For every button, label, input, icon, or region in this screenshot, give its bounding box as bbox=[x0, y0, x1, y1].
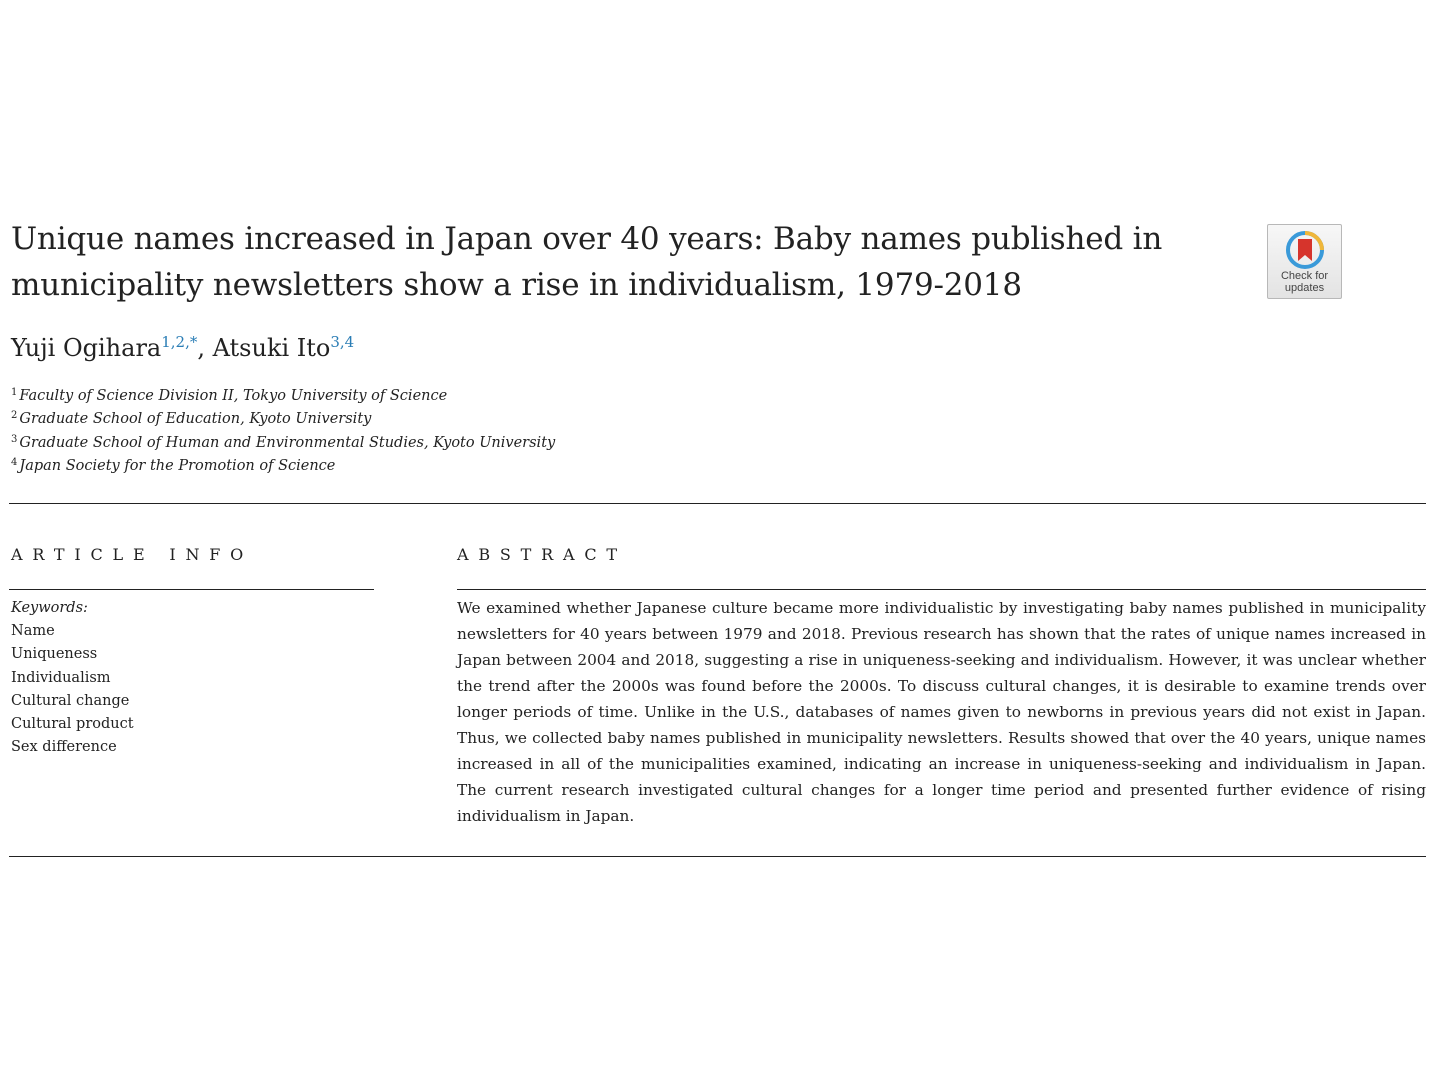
paper-title: Unique names increased in Japan over 40 years: Baby names published in municipality newsletters show a rise in individualism, 1979-2018 bbox=[11, 221, 1163, 303]
keyword-item: Uniqueness bbox=[11, 646, 98, 663]
author-name: Yuji Ogihara bbox=[11, 334, 162, 362]
keyword-item: Individualism bbox=[11, 669, 111, 686]
keyword-item: Name bbox=[11, 623, 55, 640]
affiliation-number: 2 bbox=[11, 410, 18, 422]
keywords-label: Keywords: bbox=[11, 600, 88, 616]
crossmark-icon bbox=[1285, 230, 1325, 270]
affiliation-item: $^2$ Graduate School of Education, Kyoto University bbox=[11, 410, 372, 428]
author-separator: , bbox=[197, 334, 213, 362]
corresponding-author-mark: * bbox=[189, 333, 198, 351]
check-for-updates-badge[interactable] bbox=[1267, 224, 1342, 299]
author-affiliation-link[interactable]: 3,4 bbox=[330, 333, 355, 351]
check-for-updates-label-1: Check for bbox=[1280, 270, 1329, 282]
keyword-item: Cultural product bbox=[11, 716, 134, 733]
keyword-item: Sex difference bbox=[11, 739, 117, 756]
author-name: Atsuki Ito bbox=[212, 334, 331, 362]
check-for-updates-label-2: updates bbox=[1284, 282, 1325, 294]
divider-article-info bbox=[9, 589, 374, 590]
divider-abstract bbox=[457, 589, 1426, 590]
divider-bottom bbox=[9, 856, 1426, 857]
affiliation-item: $^4$ Japan Society for the Promotion of Science bbox=[11, 456, 336, 474]
keyword-list bbox=[11, 597, 134, 759]
affiliation-number: 4 bbox=[11, 456, 18, 468]
article-info-heading: ARTICLE INFO bbox=[11, 545, 254, 564]
keyword-item: Cultural change bbox=[11, 692, 130, 709]
affiliation-item: $^1$ Faculty of Science Division II, Tokyo University of Science bbox=[11, 387, 448, 404]
author-list bbox=[11, 331, 354, 365]
affiliation-item: $^3$ Graduate School of Human and Environmental Studies, Kyoto University bbox=[11, 433, 556, 451]
abstract-heading: ABSTRACT bbox=[457, 545, 627, 564]
affiliation-number: 1 bbox=[11, 387, 18, 398]
author-affiliation-link[interactable]: 1,2,* bbox=[161, 333, 198, 351]
affiliation-number: 3 bbox=[11, 433, 18, 445]
divider-top bbox=[9, 503, 1426, 504]
affiliation-list bbox=[11, 385, 555, 478]
abstract-text: We examined whether Japanese culture became more individualistic by investigating baby names published in municipality newsletters for 40 years between 1979 and 2018. Previous research has shown that the rates of unique names increased in Japan between 2004 and 2018, suggesting a rise in uniqueness-seeking and individualism. However, it was unclear whether the trend after the 2000s was found before the 2000s. To discuss cultural changes, it is desirable to examine trends over longer periods of time. Unlike in the U.S., databases of names given to newborns in previous years did not exist in Japan. Thus, we collected baby names published in municipality newsletters. Results showed that over the 40 years, unique names increased in all of the municipalities examined, indicating an increase in uniqueness-seeking and individualism in Japan. The current research investigated cultural changes for a longer time period and presented further evidence of rising individualism in Japan. bbox=[457, 599, 1426, 825]
